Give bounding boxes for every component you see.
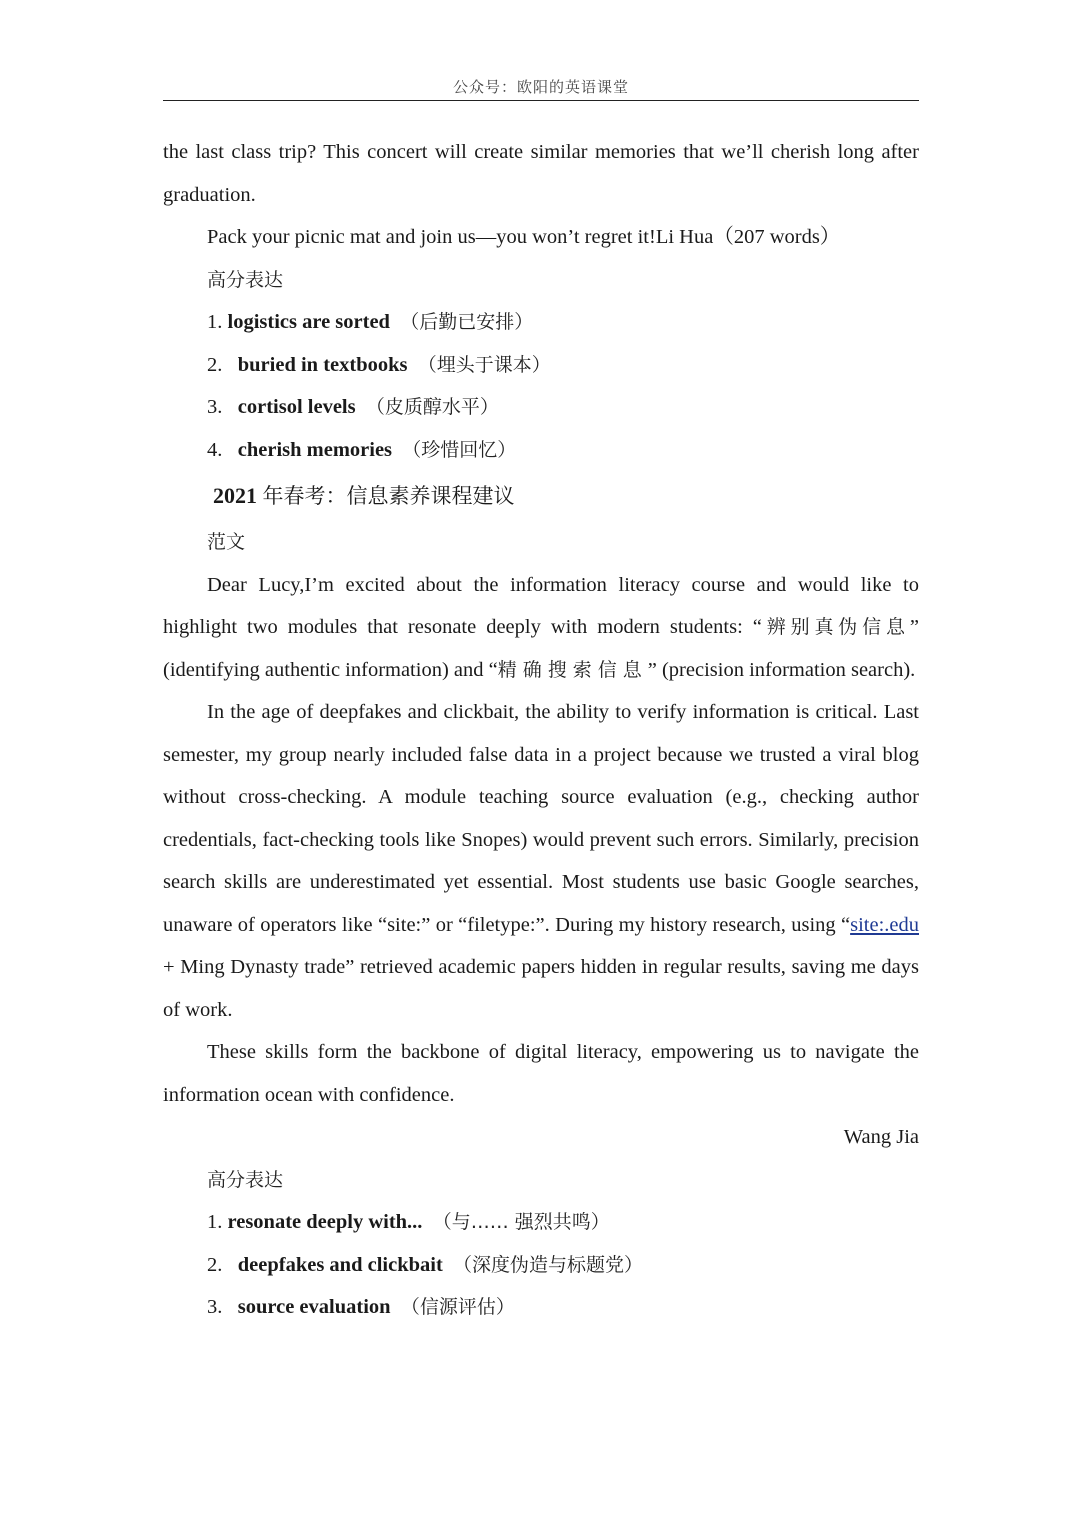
expression-item — [163, 1286, 919, 1329]
item-chinese: （深度伪造与标题党） — [453, 1253, 644, 1276]
signature: Wang Jia — [843, 1126, 919, 1148]
item-number: 3. — [207, 1296, 223, 1318]
item-english: cherish memories — [237, 438, 393, 461]
text-run: In the age of deepfakes and clickbait, the ability to verify information is critical. Last semester, my group nearly included false data in a project because we trusted a viral blog without cross-checking. A module teaching source evaluation (e.g., checking author credentials, fact-checking tools like Snopes) would prevent such errors. Similarly, precision search skills are underestimated yet essential. Most students use basic Google searches, unaware of operators like “site:” or “filetype:”. During my history research, using “ — [163, 701, 919, 936]
paragraph-2 — [163, 691, 919, 1031]
closing-line: Pack your picnic mat and join us—you won’t regret it!Li Hua（207 words） — [207, 226, 841, 248]
title-year: 2021 — [213, 483, 257, 508]
paragraph-3: These skills form the backbone of digital literacy, empowering us to navigate the information ocean with confidence. — [163, 1041, 919, 1106]
item-chinese: （信源评估） — [400, 1296, 515, 1318]
label-text: 高分表达 — [207, 1168, 284, 1191]
item-english: source evaluation — [237, 1296, 391, 1318]
item-chinese: （后勤已安排） — [400, 311, 534, 333]
expression-item — [163, 301, 919, 344]
header-title: 公众号：欧阳的英语课堂 — [452, 78, 629, 96]
label-text: 高分表达 — [207, 268, 284, 291]
section-title — [163, 471, 919, 521]
paragraph-1 — [163, 564, 919, 692]
item-english: cortisol levels — [237, 396, 356, 418]
section-label-expressions — [163, 259, 919, 302]
item-chinese: （珍惜回忆） — [402, 438, 517, 461]
text-run: ” (identifying authentic information) and “ — [163, 616, 919, 681]
item-number: 2. — [207, 1253, 223, 1276]
item-chinese: （埋头于课本） — [417, 353, 551, 376]
text-run: ” (precision information search). — [647, 658, 916, 681]
text-run: Dear Lucy,I’m excited about the information literacy course and would like to highlight two modules that resonate deeply with modern students: “ — [163, 573, 919, 638]
item-number: 2. — [207, 353, 223, 376]
item-number: 4. — [207, 438, 223, 461]
item-number: 1. — [207, 1211, 223, 1233]
label-text: 范文 — [207, 531, 246, 553]
item-english: deepfakes and clickbait — [237, 1253, 443, 1276]
text-run-chinese: 辨别真伪信息 — [761, 616, 910, 638]
expression-item — [163, 386, 919, 429]
title-chinese: 年春考：信息素养课程建议 — [262, 484, 515, 508]
item-number: 3. — [207, 396, 223, 418]
page-header — [163, 76, 919, 101]
expression-item — [163, 1244, 919, 1287]
text-run-chinese: 精确搜索信息 — [497, 658, 648, 681]
item-english: buried in textbooks — [237, 353, 408, 376]
item-english: logistics are sorted — [227, 311, 390, 333]
item-english: resonate deeply with... — [227, 1211, 423, 1233]
page-content — [163, 131, 919, 1329]
expression-item — [163, 429, 919, 472]
text-run: + Ming Dynasty trade” retrieved academic papers hidden in regular results, saving me days of work. — [163, 956, 919, 1021]
item-number: 1. — [207, 311, 223, 333]
section-label-expressions-2 — [163, 1159, 919, 1202]
site-edu-link[interactable]: site:.edu — [850, 913, 919, 936]
expression-item — [163, 1201, 919, 1244]
paragraph-continued: the last class trip? This concert will create similar memories that we’ll cherish long after graduation. — [163, 141, 919, 206]
item-chinese: （与…… 强烈共鸣） — [432, 1211, 610, 1233]
expression-item — [163, 344, 919, 387]
item-chinese: （皮质醇水平） — [365, 396, 499, 418]
section-label-model — [163, 521, 919, 564]
